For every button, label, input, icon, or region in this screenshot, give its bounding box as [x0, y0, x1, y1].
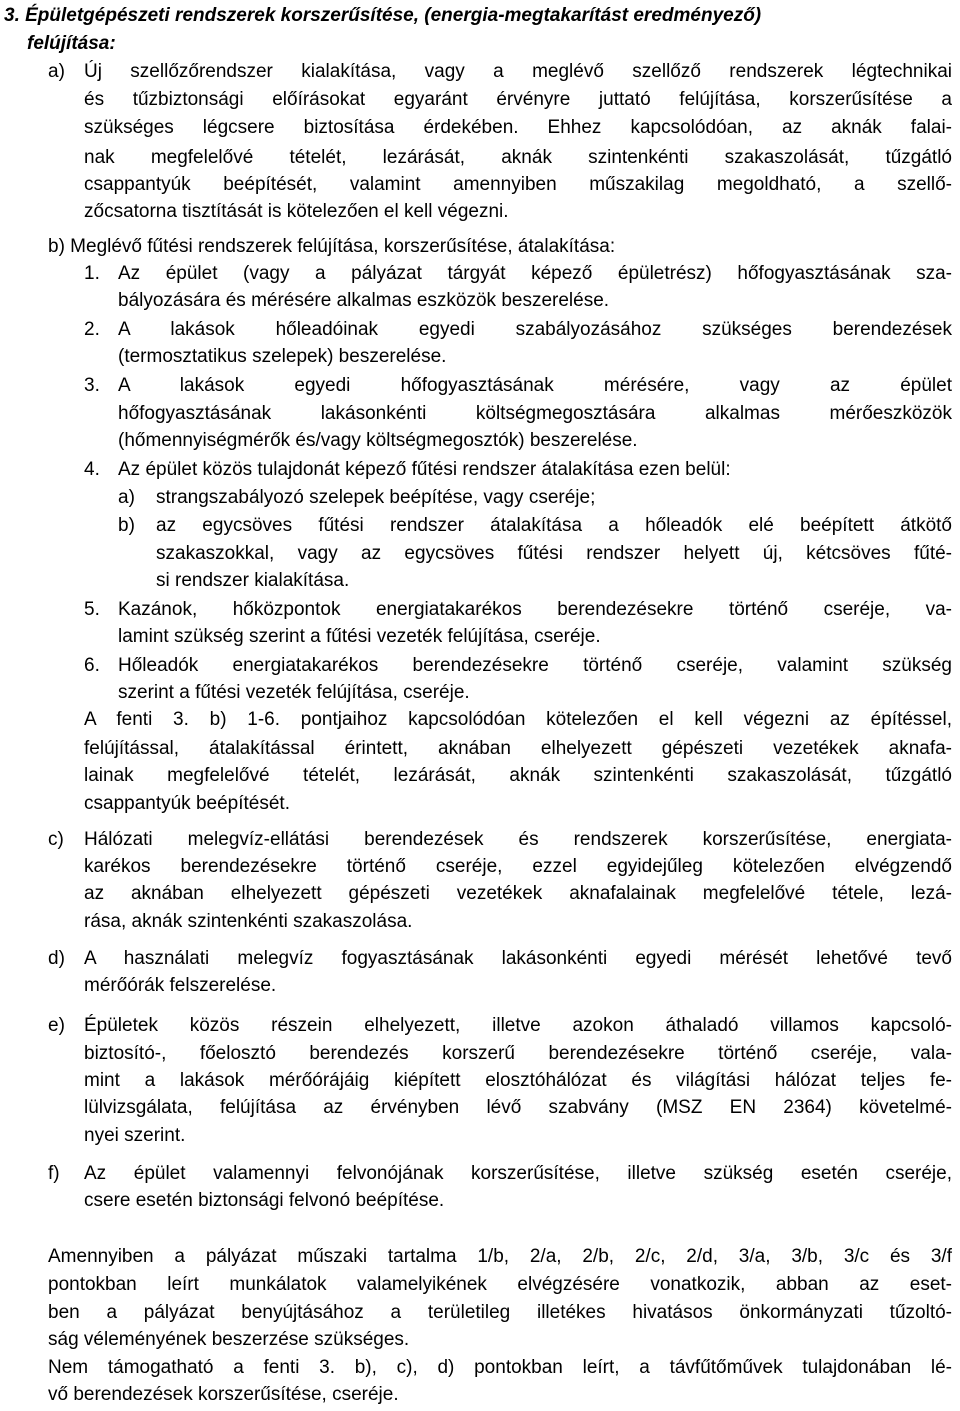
item-f-line: csere esetén biztonsági felvonó beépítése. [84, 1190, 445, 1211]
item-b-6-line: Hőleadók energiatakarékos berendezésekre történő cseréje, valamint szükség [118, 655, 952, 676]
item-b-3-line: A lakások egyedi hőfogyasztásának mérésére, vagy az épület [118, 375, 952, 396]
item-a-line: nak megfelelővé tételét, lezárását, aknák szintenkénti szakaszolását, tűzgátló [84, 147, 952, 168]
item-e-line: mint a lakások mérőórájáig kiépített elosztóhálózat és világítási hálózat teljes fe- [84, 1070, 952, 1091]
item-b-heading: b) Meglévő fűtési rendszerek felújítása, korszerűsítése, átalakítása: [48, 236, 616, 257]
item-b-3-line: hőfogyasztásának lakásonkénti költségmegosztására alkalmas mérőeszközök [118, 403, 952, 424]
item-b-1-line: bályozására és mérésére alkalmas eszközök beszerelése. [118, 290, 610, 311]
item-b-5-line: lamint szükség szerint a fűtési vezeték felújítása, cseréje. [118, 626, 601, 647]
item-b-num: 5. [84, 599, 100, 620]
item-b-num: 4. [84, 459, 100, 480]
item-c-marker: c) [48, 829, 64, 850]
item-b-num: 1. [84, 263, 100, 284]
item-e-line: Épületek közös részein elhelyezett, illetve azokon áthaladó villamos kapcsoló- [84, 1015, 952, 1036]
item-e-line: lülvizsgálata, felújítása az érvényben lévő szabvány (MSZ EN 2364) követelmé- [84, 1097, 952, 1118]
item-b-4-sub-line: si rendszer kialakítása. [156, 570, 350, 591]
item-b-4-line: Az épület közös tulajdonát képező fűtési rendszer átalakítása ezen belül: [118, 459, 731, 480]
closing-note-line: vő berendezések korszerűsítése, cseréje. [48, 1384, 399, 1405]
item-b-3-line: (hőmennyiségmérők és/vagy költségmegosztók) beszerelése. [118, 430, 638, 451]
item-a-line: zőcsatorna tisztítását is kötelezően el kell végezni. [84, 201, 509, 222]
item-f-marker: f) [48, 1163, 60, 1184]
item-b-4-sub-line: szakaszokkal, vagy az egycsöves fűtési rendszer helyett új, kétcsöves fűté- [156, 543, 952, 564]
item-e-marker: e) [48, 1015, 65, 1036]
section-title-line-2: felújítása: [27, 33, 116, 54]
item-c-line: Hálózati melegvíz-ellátási berendezések és rendszerek korszerűsítése, energiata- [84, 829, 952, 850]
item-b-num: 6. [84, 655, 100, 676]
item-b-note-line: A fenti 3. b) 1-6. pontjaihoz kapcsolódóan kötelezően el kell végezni az építéssel, [84, 709, 952, 730]
item-c-line: rása, aknák szintenkénti szakaszolása. [84, 911, 413, 932]
item-d-line: mérőórák felszerelése. [84, 975, 277, 996]
item-a-line: szükséges légcsere biztosítása érdekében. Ehhez kapcsolódóan, az aknák falai- [84, 117, 952, 138]
item-b-5-line: Kazánok, hőközpontok energiatakarékos berendezésekre történő cseréje, va- [118, 599, 952, 620]
item-d-marker: d) [48, 948, 65, 969]
item-c-line: az aknában elhelyezett gépészeti vezetékek aknafalainak megfelelővé tétele, lezá- [84, 883, 952, 904]
item-b-4-sub-line: strangszabályozó szelepek beépítése, vagy cseréje; [156, 487, 596, 508]
item-b-4-sub-marker: b) [118, 515, 135, 536]
closing-paragraph-line: Amennyiben a pályázat műszaki tartalma 1/b, 2/a, 2/b, 2/c, 2/d, 3/a, 3/b, 3/c és 3/f [48, 1246, 952, 1267]
closing-paragraph-line: pontokban leírt munkálatok valamelyikének elvégzésére vonatkozik, abban az eset- [48, 1274, 952, 1295]
item-b-6-line: szerint a fűtési vezeték felújítása, cseréje. [118, 682, 470, 703]
item-a-line: Új szellőzőrendszer kialakítása, vagy a meglévő szellőző rendszerek légtechnikai [84, 61, 952, 82]
item-e-line: nyei szerint. [84, 1125, 186, 1146]
item-b-note-line: lainak megfelelővé tételét, lezárását, aknák szintenkénti szakaszolását, tűzgátló [84, 765, 952, 786]
item-d-line: A használati melegvíz fogyasztásának lakásonkénti egyedi mérését lehetővé tevő [84, 948, 952, 969]
item-b-2-line: (termosztatikus szelepek) beszerelése. [118, 346, 447, 367]
item-e-line: biztosító-, főelosztó berendezés korszerű berendezésekre történő cseréje, vala- [84, 1043, 952, 1064]
item-b-1-line: Az épület (vagy a pályázat tárgyát képező épületrész) hőfogyasztásának sza- [118, 263, 952, 284]
item-b-num: 3. [84, 375, 100, 396]
item-a-line: csappantyúk beépítését, valamint amennyiben műszakilag megoldható, a szellő- [84, 174, 952, 195]
item-b-note-line: csappantyúk beépítését. [84, 793, 290, 814]
section-title-line-1: 3. Épületgépészeti rendszerek korszerűsítése, (energia-megtakarítást eredményező) [4, 5, 762, 26]
item-b-2-line: A lakások hőleadóinak egyedi szabályozásához szükséges berendezések [118, 319, 952, 340]
item-b-4-sub-marker: a) [118, 487, 135, 508]
item-b-4-sub-line: az egycsöves fűtési rendszer átalakítása a hőleadók elé beépített átkötő [156, 515, 952, 536]
item-b-num: 2. [84, 319, 100, 340]
item-b-note-line: felújítással, átalakítással érintett, aknában elhelyezett gépészeti vezetékek aknafa- [84, 738, 952, 759]
item-f-line: Az épület valamennyi felvonójának korszerűsítése, illetve szükség esetén cseréje, [84, 1163, 952, 1184]
item-a-marker: a) [48, 61, 65, 82]
closing-paragraph-line: ben a pályázat benyújtásához a területileg illetékes hivatásos önkormányzati tűzoltó- [48, 1302, 952, 1323]
closing-paragraph-line: ság véleményének beszerzése szükséges. [48, 1329, 410, 1350]
item-c-line: karékos berendezésekre történő cseréje, ezzel egyidejűleg kötelezően elvégzendő [84, 856, 952, 877]
item-a-line: és tűzbiztonsági előírásokat egyaránt érvényre juttató felújítása, korszerűsítése a [84, 89, 952, 110]
closing-note-line: Nem támogatható a fenti 3. b), c), d) pontokban leírt, a távfűtőművek tulajdonában lé- [48, 1357, 952, 1378]
